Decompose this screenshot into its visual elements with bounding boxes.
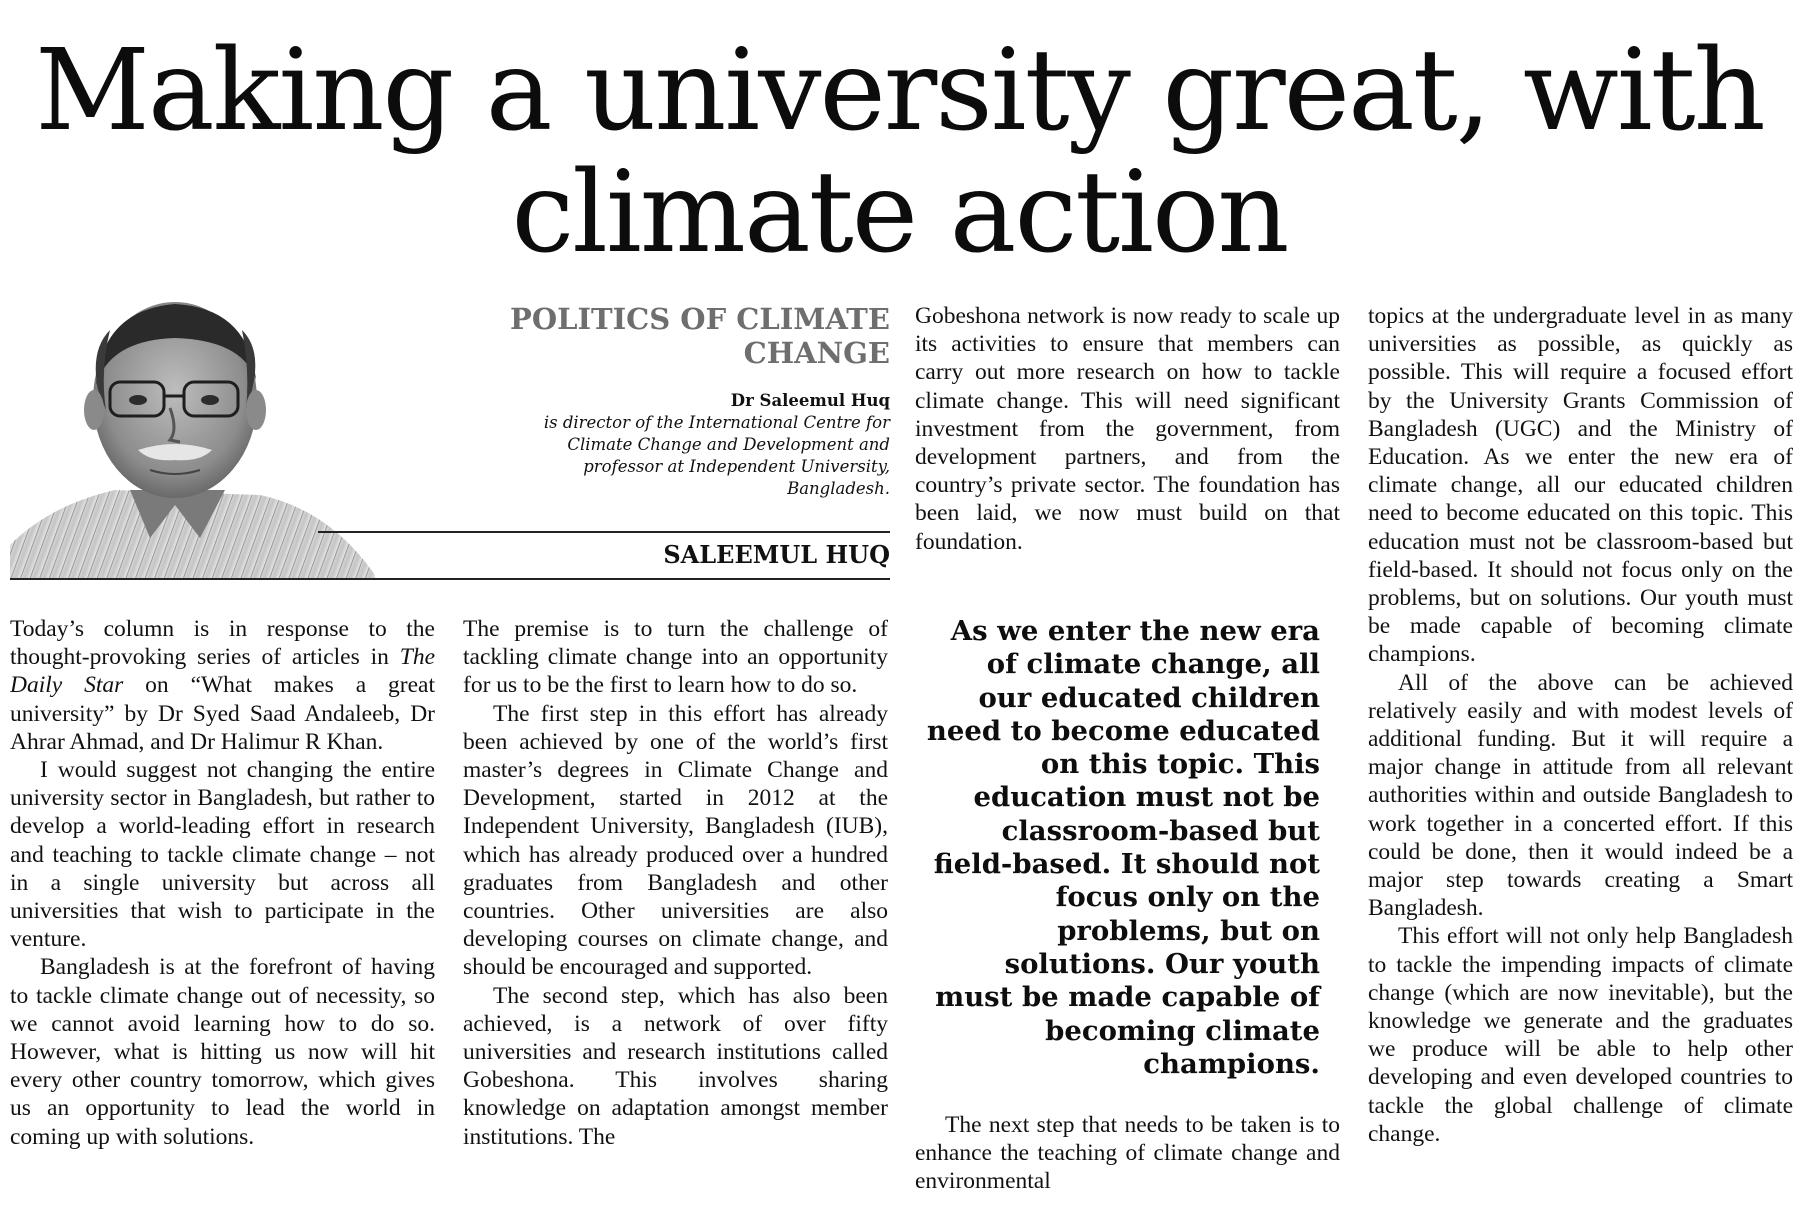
- article-column-3: [915, 302, 1340, 556]
- paragraph: This effort will not only help Bangladesh to tackle the impending impacts of climate change (which are now inevitable), but the knowledge we generate and the graduates we produce will be able to help other developing and even developed countries to tackle the global challenge of climate change.: [1368, 923, 1793, 1147]
- author-name: Dr Saleemul Huq: [730, 391, 890, 410]
- pull-quote: As we enter the new era of climate change, all our educated children need to become educated on this topic. This education must not be classroom-based but field-based. It should not focus only on the problems, but on solutions. Our youth must be made capable of becoming climate champions.: [926, 615, 1320, 1080]
- headline: Making a university great, with climate action: [35, 26, 1764, 278]
- article-column-1: [10, 615, 435, 1215]
- author-bio: [520, 390, 890, 500]
- publication-name: The Daily Star: [10, 644, 435, 699]
- paragraph: The next step that needs to be taken is to enhance the teaching of climate change and environmental: [915, 1112, 1340, 1195]
- paragraph: Gobeshona network is now ready to scale up its activities to ensure that members can carry out more research on how to tackle climate change. This will need significant investment from the government, from development partners, and from the country’s private sector. The foundation has been laid, we now must build on that foundation.: [915, 303, 1340, 555]
- byline: SALEEMUL HUQ: [663, 540, 890, 569]
- article-column-4: [1368, 302, 1793, 1215]
- article-column-3-bottom: [915, 1111, 1340, 1196]
- paragraph: I would suggest not changing the entire university sector in Bangladesh, but rather to develop a world-leading effort in research and teaching to tackle climate change – not in a single university but across all universities that wish to participate in the venture.: [10, 757, 435, 953]
- author-photo: [10, 290, 375, 580]
- paragraph: Today’s column is in response to the thought-provoking series of articles in The Daily Star on “What makes a great university” by Dr Syed Saad Andaleeb, Dr Ahrar Ahmad, and Dr Halimur R Khan.: [10, 616, 435, 755]
- paragraph: Bangladesh is at the forefront of having to tackle climate change out of necessity, so we cannot avoid learning how to do so. However, what is hitting us now will hit every other country tomorrow, which gives us an opportunity to lead the world in coming up with solutions.: [10, 954, 435, 1150]
- paragraph: The premise is to turn the challenge of tackling climate change into an opportunity for us to be the first to learn how to do so.: [463, 616, 888, 699]
- paragraph: The first step in this effort has already been achieved by one of the world’s first master’s degrees in Climate Change and Development, started in 2012 at the Independent University, Bangladesh (IUB), which has already produced over a hundred graduates from Bangladesh and other countries. Other universities are also developing courses on climate change, and should be encouraged and supported.: [463, 700, 888, 981]
- article-column-2: [463, 615, 888, 1215]
- paragraph: The second step, which has also been achieved, is a network of over fifty universities and research institutions called Gobeshona. This involves sharing knowledge on adaptation amongst member institutions. The: [463, 982, 888, 1150]
- column-kicker: POLITICS OF CLIMATE CHANGE: [510, 302, 890, 370]
- header-rule: [10, 578, 890, 580]
- byline-rule: [318, 531, 890, 533]
- paragraph: topics at the undergraduate level in as many universities as possible, as quickly as possible. This will require a focused effort by the University Grants Commission of Bangladesh (UGC) and the Ministry of Education. As we enter the new era of climate change, all our educated children need to become educated on this topic. This education must not be classroom-based but field-based. It should not focus only on the problems, but on solutions. Our youth must be made capable of becoming climate champions.: [1368, 303, 1793, 668]
- paragraph: All of the above can be achieved relatively easily and with modest levels of additional funding. But it will require a major change in attitude from all relevant authorities within and outside Bangladesh to work together in a concerted effort. If this could be done, then it would indeed be a major step towards creating a Smart Bangladesh.: [1368, 669, 1793, 922]
- author-description: is director of the International Centre for Climate Change and Development and professor at Independent University, Bangladesh.: [543, 413, 890, 498]
